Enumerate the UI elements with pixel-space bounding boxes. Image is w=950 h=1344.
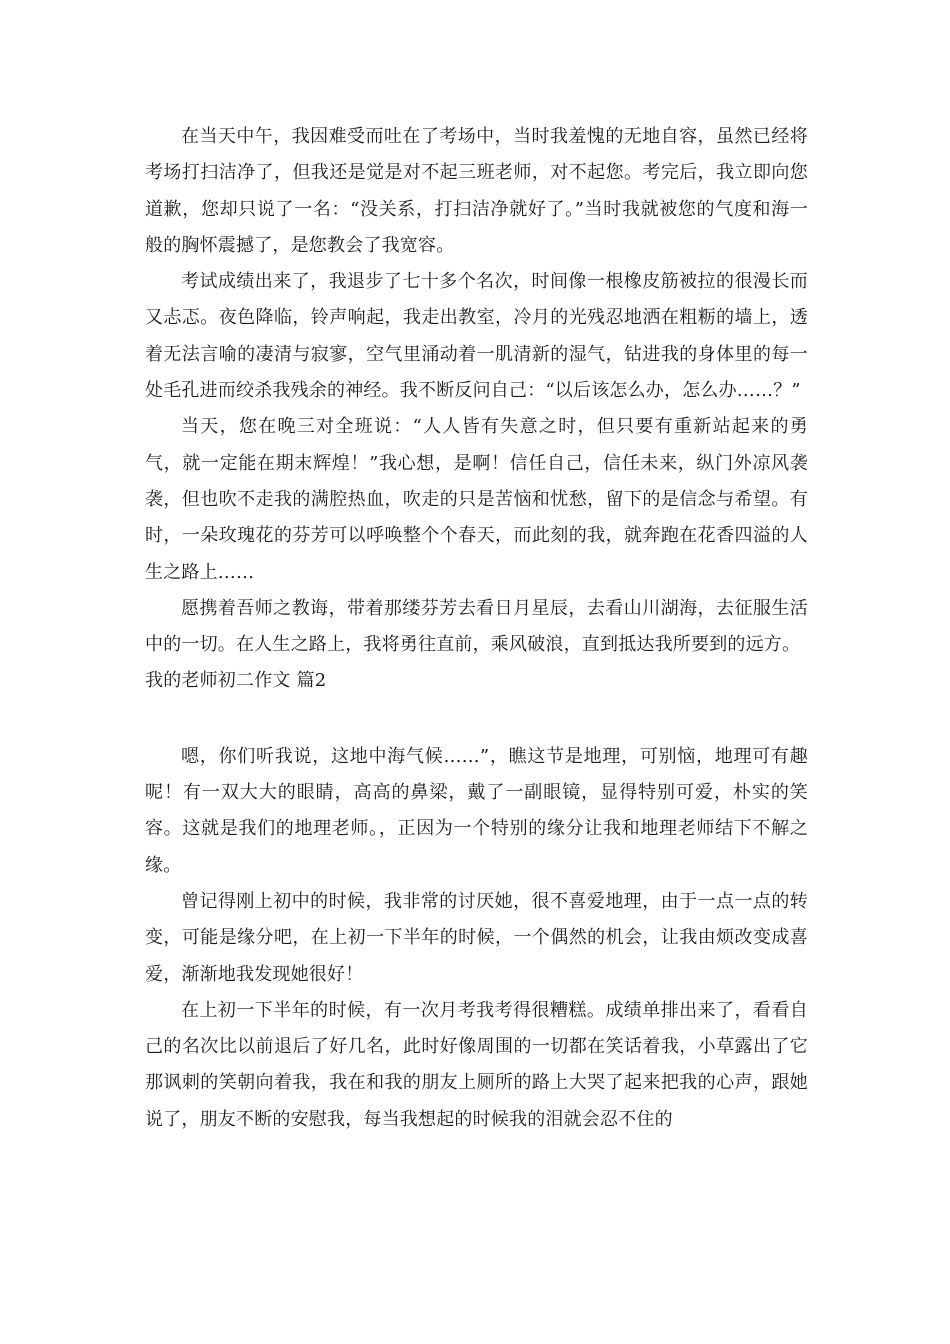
document-page: [145, 119, 808, 1138]
spacer: [145, 700, 808, 739]
paragraph: 嗯，你们听我说，这地中海气候……”，瞧这节是地理，可别恼，地理可有趣呢！有一双大大的眼睛，高高的鼻梁，戴了一副眼镜，显得特别可爱，朴实的笑容。这就是我们的地理老师。，正因为一个特别的缘分让我和地理老师结下不解之缘。: [145, 745, 808, 876]
paragraph: 在当天中午，我因难受而吐在了考场中，当时我羞愧的无地自容，虽然已经将考场打扫洁净了，但我还是觉是对不起三班老师，对不起您。考完后，我立即向您道歉，您却只说了一名：“没关系，打扫洁净就好了。”当时我就被您的气度和海一般的胸怀震撼了，是您教会了我宽容。: [145, 126, 808, 256]
section-heading: 我的老师初二作文 篇2: [145, 670, 327, 692]
paragraph: 当天，您在晚三对全班说：“人人皆有失意之时，但只要有重新站起来的勇气，就一定能在期末辉煌！”我心想，是啊！信任自己，信任未来，纵门外凉风袭袭，但也吹不走我的满腔热血，吹走的只是苦恼和忧愁，留下的是信念与希望。有时，一朵玫瑰花的芬芳可以呼唤整个个春天，而此刻的我，就奔跑在花香四溢的人生之路上……: [145, 416, 808, 583]
paragraph: 愿携着吾师之教诲，带着那缕芬芳去看日月星辰，去看山川湖海，去征服生活中的一切。在人生之路上，我将勇往直前，乘风破浪，直到抵达我所要到的远方。: [145, 597, 808, 656]
paragraph: 在上初一下半年的时候，有一次月考我考得很糟糕。成绩单排出来了，看看自己的名次比以前退后了好几名，此时好像周围的一切都在笑话着我，小草露出了它那讽刺的笑朝向着我，我在和我的朋友上厕所的路上大哭了起来把我的心声，跟她说了，朋友不断的安慰我，每当我想起的时候我的泪就会忍不住的: [145, 999, 808, 1130]
paragraph: 考试成绩出来了，我退步了七十多个名次，时间像一根橡皮筋被拉的很漫长而又忐忑。夜色降临，铃声响起，我走出教室，冷月的光残忍地洒在粗粝的墙上，透着无法言喻的凄清与寂寥，空气里涌动着一肌清新的湿气，钻进我的身体里的每一处毛孔进而绞杀我残余的神经。我不断反问自己：“以后该怎么办，怎么办……？”: [145, 271, 808, 402]
paragraph: 曾记得刚上初中的时候，我非常的讨厌她，很不喜爱地理，由于一点一点的转变，可能是缘分吧，在上初一下半年的时候，一个偶然的机会，让我由烦改变成喜爱，渐渐地我发现她很好！: [145, 890, 808, 985]
